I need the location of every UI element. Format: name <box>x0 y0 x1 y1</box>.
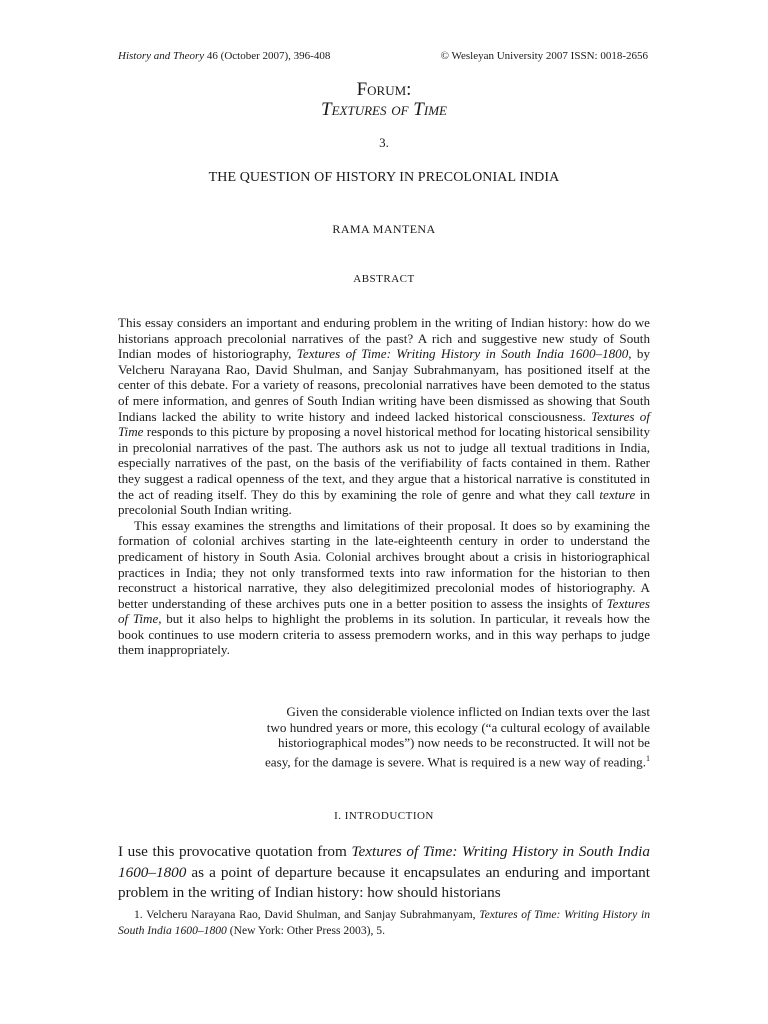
body-paragraph <box>118 842 650 904</box>
text-run: I use this provocative quotation from <box>118 843 352 860</box>
running-header <box>118 50 648 62</box>
text-run: This essay considers an important and enduring problem in the writing of Indian history: how do we historians approach precolonial narratives of the past? A rich and suggestive new study of South Indian modes of historiography, <box>118 315 650 362</box>
text-run: , by Velcheru Narayana Rao, David Shulman, and Sanjay Subrahmanyam, has positioned itself at the center of this debate. For a variety of reasons, precolonial narratives have been demoted to the status of mere information, and genres of South Indian writing have been dismissed as showing that South Indians lacked the ability to write history and indeed lacked historical consciousness. <box>118 346 650 424</box>
abstract-body <box>118 315 650 658</box>
book-title: Textures of Time: Writing History in South India 1600–1800 <box>118 843 650 881</box>
text-run: This essay examines the strengths and limitations of their proposal. It does so by examining the formation of colonial archives starting in the late-eighteenth century in order to understand the predicament of history in South Asia. Colonial archives brought about a crisis in historiographical practices in India; they not only transformed texts into raw information for the historian to then reconstruct a historical narrative, they also delegitimized precolonial modes of historiography. A better understanding of these archives puts one in a better position to assess the insights of <box>118 517 650 611</box>
book-title: Textures of Time <box>118 408 650 440</box>
text-run: as a point of departure because it encapsulates an enduring and important problem in the writing of Indian history: how should historians <box>118 863 650 901</box>
emphasis: texture <box>599 486 636 502</box>
journal-name: History and Theory <box>118 50 205 62</box>
copyright-notice: © Wesleyan University 2007 ISSN: 0018-2656 <box>440 50 648 62</box>
epigraph-line: two hundred years or more, this ecology (“a cultural ecology of available <box>266 719 650 735</box>
epigraph-text: easy, for the damage is severe. What is required is a new way of reading. <box>264 754 646 770</box>
epigraph-line: historiographical modes”) now needs to be reconstructed. It will not be <box>278 735 650 751</box>
book-title: Textures of Time: Writing History in South India 1600–1800 <box>296 346 629 362</box>
journal-citation <box>118 50 330 62</box>
abstract-heading: ABSTRACT <box>353 273 415 285</box>
section-heading: I. INTRODUCTION <box>334 810 434 822</box>
book-title: Textures of Time: Writing History in South India 1600–1800 <box>118 908 651 937</box>
article-title: THE QUESTION OF HISTORY IN PRECOLONIAL INDIA <box>208 170 560 185</box>
epigraph-line <box>210 751 650 770</box>
forum-heading <box>0 80 768 120</box>
citation-details: 46 (October 2007), 396-408 <box>204 50 331 62</box>
forum-label: Forum: <box>356 79 412 100</box>
text-run: (New York: Other Press 2003), 5. <box>226 923 385 937</box>
text-run: responds to this picture by proposing a novel historical method for locating historical sensibility in precolonial narratives of the past. The authors ask us not to judge all textual traditions in India, especially narratives of the past, on the basis of the verifiability of facts contained in them. Rather they suggest a radical openness of the text, and they argue that a historical narrative is constituted in the act of reading itself. They do this by examining the role of genre and what they call <box>118 424 650 502</box>
footnote <box>118 907 650 938</box>
text-run: , but it also helps to highlight the problems in its solution. In particular, it reveals how the book continues to use modern criteria to assess premodern works, and in this way perhaps to judge them inappropriately. <box>118 611 650 658</box>
footnote-marker[interactable]: 1 <box>646 753 650 763</box>
epigraph-quote <box>210 704 650 770</box>
article-number: 3. <box>379 135 389 150</box>
epigraph-line: Given the considerable violence inflicted on Indian texts over the last <box>286 704 650 719</box>
text-run: in precolonial South Indian writing. <box>118 486 650 518</box>
forum-series-title: Textures of Time <box>321 99 447 120</box>
text-run: 1. Velcheru Narayana Rao, David Shulman, and Sanjay Subrahmanyam, <box>134 908 480 921</box>
introduction-body <box>118 842 650 904</box>
book-title: Textures of Time <box>118 595 650 627</box>
abstract-paragraph <box>118 315 650 518</box>
article-author: RAMA MANTENA <box>332 222 436 236</box>
abstract-paragraph <box>118 518 650 658</box>
